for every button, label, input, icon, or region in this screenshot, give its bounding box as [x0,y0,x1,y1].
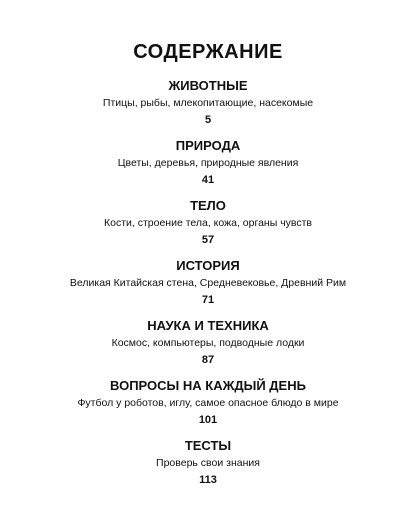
toc-heading: ТЕЛО [190,198,226,213]
toc-description: Космос, компьютеры, подводные лодки [111,337,305,349]
page-title: СОДЕРЖАНИЕ [133,41,283,63]
toc-description: Великая Китайская стена, Средневековье, Древний Рим [69,277,347,289]
toc-page-number: 57 [201,234,215,246]
toc-entry-nature[interactable] [0,138,416,198]
toc-description: Птицы, рыбы, млекопитающие, насекомые [102,97,314,109]
toc-heading: ТЕСТЫ [184,438,232,453]
toc-entry-everyday-questions[interactable] [0,378,416,438]
toc-page-number: 113 [199,474,217,486]
toc-entry-history[interactable] [0,258,416,318]
toc-page-number: 87 [201,354,215,366]
toc-entry-animals[interactable] [0,78,416,138]
toc-description: Футбол у роботов, иглу, самое опасное блюдо в мире [77,397,339,409]
toc-entry-science[interactable] [0,318,416,378]
toc-entry-tests[interactable] [0,438,416,498]
toc-entry-body[interactable] [0,198,416,258]
toc-page-number: 101 [198,414,218,426]
toc-heading: ИСТОРИЯ [176,258,240,273]
toc-heading: ВОПРОСЫ НА КАЖДЫЙ ДЕНЬ [110,378,306,393]
toc-page-number: 41 [201,174,215,186]
toc-page-number: 71 [201,294,215,306]
toc-description: Кости, строение тела, кожа, органы чувств [103,217,313,229]
toc-heading: ПРИРОДА [175,138,241,153]
toc-description: Цветы, деревья, природные явления [117,157,299,169]
toc-description: Проверь свои знания [156,457,260,469]
toc-heading: НАУКА И ТЕХНИКА [147,318,269,333]
toc-heading: ЖИВОТНЫЕ [168,78,248,93]
toc-page-number: 5 [204,114,212,126]
toc-list [0,78,416,498]
